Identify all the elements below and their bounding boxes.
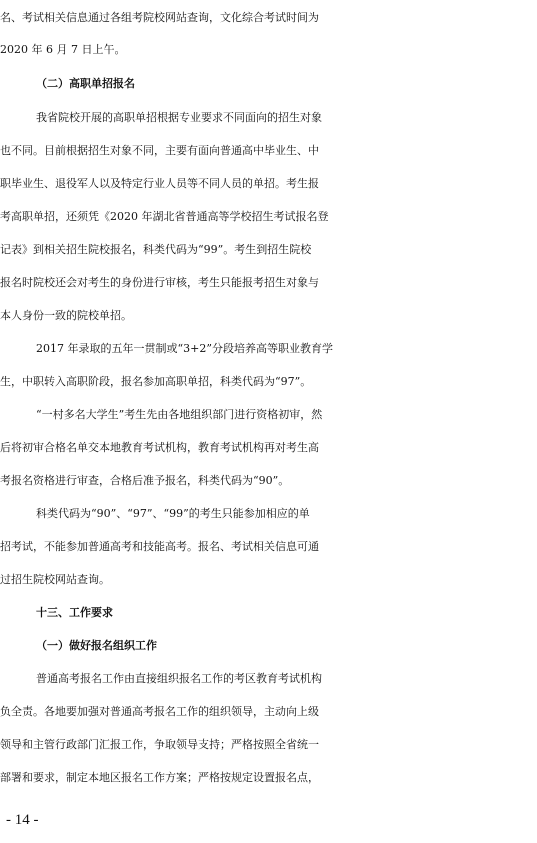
paragraph-line: 名、考试相关信息通过各组考院校网站查询，文化综合考试时间为: [0, 11, 319, 24]
paragraph-line: 报名时院校还会对考生的身份进行审核，考生只能报考招生对象与: [0, 276, 319, 289]
paragraph-line: 生，中职转入高职阶段，报名参加高职单招，科类代码为“97”。: [0, 375, 312, 388]
paragraph-line: 领导和主管行政部门汇报工作，争取领导支持；严格按照全省统一: [0, 738, 319, 751]
paragraph-line: 也不同。目前根据招生对象不同，主要有面向普通高中毕业生、中: [0, 144, 319, 157]
paragraph-line: 本人身份一致的院校单招。: [0, 309, 132, 322]
paragraph-line: 后将初审合格名单交本地教育考试机构，教育考试机构再对考生高: [0, 441, 319, 454]
paragraph-line: 职毕业生、退役军人以及特定行业人员等不同人员的单招。考生报: [0, 177, 319, 190]
paragraph-line: 过招生院校网站查询。: [0, 573, 110, 586]
paragraph-line: 我省院校开展的高职单招根据专业要求不同面向的招生对象: [36, 111, 322, 124]
paragraph-line: 科类代码为“90”、“97”、“99”的考生只能参加相应的单: [36, 507, 310, 520]
paragraph-line: 2020 年 6 月 7 日上午。: [0, 43, 126, 56]
paragraph-line: 考报名资格进行审查，合格后准予报名，科类代码为“90”。: [0, 474, 290, 487]
page-number: - 14 -: [6, 812, 39, 828]
paragraph-line: 负全责。各地要加强对普通高考报名工作的组织领导，主动向上级: [0, 705, 319, 718]
paragraph-line: 普通高考报名工作由直接组织报名工作的考区教育考试机构: [36, 672, 322, 685]
paragraph-line: 招考试，不能参加普通高考和技能高考。报名、考试相关信息可通: [0, 540, 319, 553]
paragraph-line: 记表》到相关招生院校报名，科类代码为“99”。考生到招生院校: [0, 243, 312, 256]
section-heading: （二）高职单招报名: [36, 77, 135, 90]
chapter-heading: 十三、工作要求: [36, 606, 113, 619]
section-heading: （一）做好报名组织工作: [36, 639, 157, 652]
paragraph-line: “一村多名大学生”考生先由各地组织部门进行资格初审，然: [36, 408, 323, 421]
paragraph-line: 考高职单招，还须凭《2020 年湖北省普通高等学校招生考试报名登: [0, 210, 329, 223]
paragraph-line: 部署和要求，制定本地区报名工作方案；严格按规定设置报名点，: [0, 771, 319, 784]
paragraph-line: 2017 年录取的五年一贯制或“3+2”分段培养高等职业教育学: [36, 342, 333, 355]
